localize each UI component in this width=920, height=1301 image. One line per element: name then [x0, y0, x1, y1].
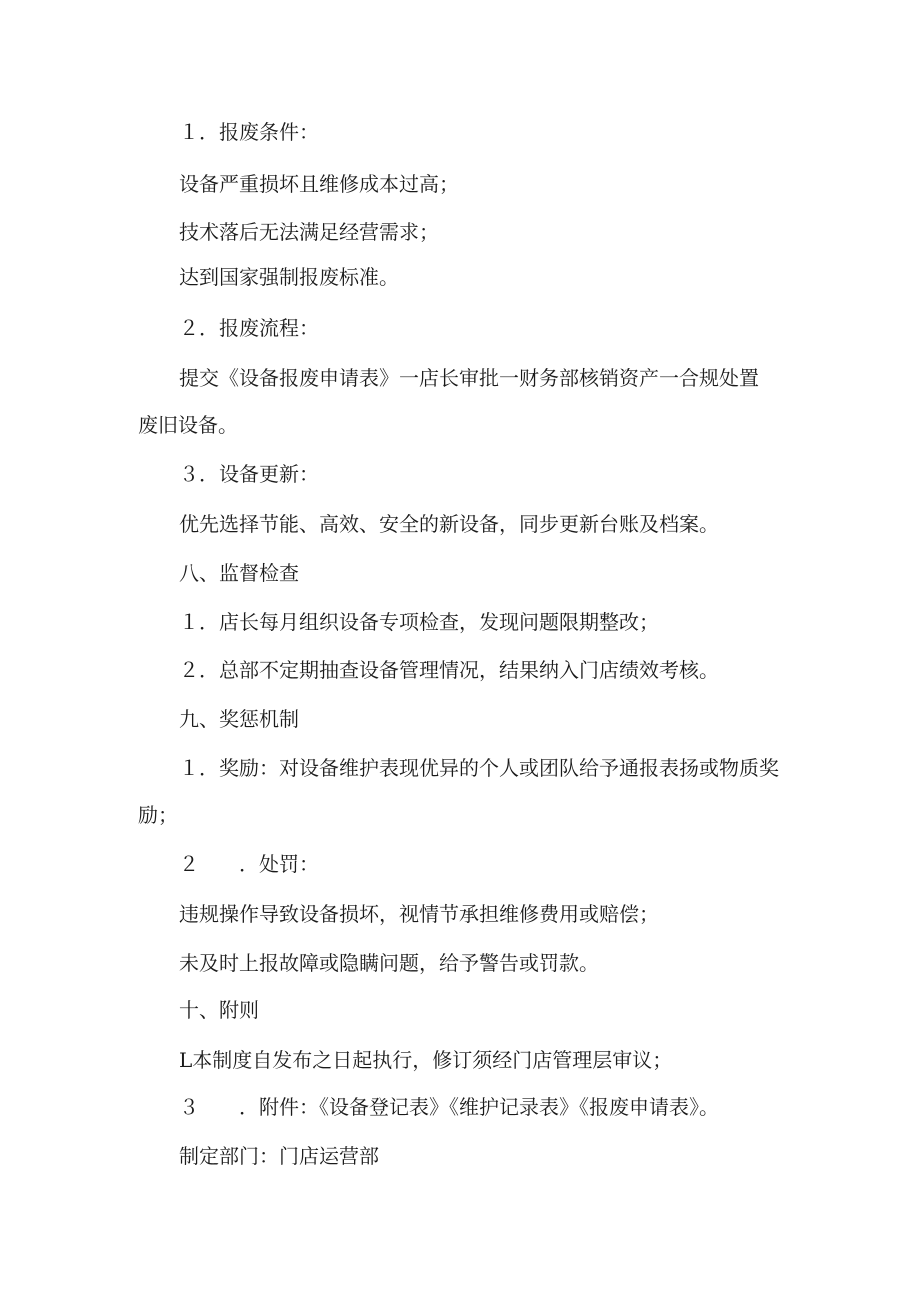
penalty-item-1: 违规操作导致设备损坏，视情节承担维修费用或赔偿；: [179, 902, 659, 926]
supervision-item-2: ２．总部不定期抽查设备管理情况，结果纳入门店绩效考核。: [179, 658, 719, 682]
reward-item-continued: 励；: [138, 803, 178, 827]
supplementary-item-3: ３ ．附件：《设备登记表》《维护记录表》《报废申请表》。: [179, 1095, 719, 1119]
equipment-update-heading: ３．设备更新：: [179, 462, 319, 486]
scrap-condition-3: 达到国家强制报废标准。: [179, 265, 399, 289]
equipment-update-text: 优先选择节能、高效、安全的新设备，同步更新台账及档案。: [179, 512, 719, 536]
supervision-item-1: １．店长每月组织设备专项检查，发现问题限期整改；: [179, 610, 659, 634]
penalty-item-2: 未及时上报故障或隐瞒问题，给予警告或罚款。: [179, 951, 599, 975]
penalty-heading: ２ ．处罚：: [179, 852, 319, 876]
scrap-conditions-heading: １．报废条件：: [179, 120, 319, 144]
scrap-process-text: 提交《设备报废申请表》一店长审批一财务部核销资产一合规处置: [179, 366, 759, 390]
scrap-process-text-continued: 废旧设备。: [138, 413, 238, 437]
section-8-heading: 八、监督检查: [179, 561, 299, 585]
supplementary-item-1: L本制度自发布之日起执行，修订须经门店管理层审议；: [179, 1048, 673, 1072]
reward-item: １．奖励：对设备维护表现优异的个人或团队给予通报表扬或物质奖: [179, 756, 779, 780]
section-10-heading: 十、附则: [179, 998, 259, 1022]
scrap-condition-2: 技术落后无法满足经营需求；: [179, 220, 439, 244]
scrap-process-heading: ２．报废流程：: [179, 316, 319, 340]
scrap-condition-1: 设备严重损坏且维修成本过高；: [179, 172, 459, 196]
issuing-department: 制定部门：门店运营部: [179, 1144, 379, 1168]
section-9-heading: 九、奖惩机制: [179, 707, 299, 731]
